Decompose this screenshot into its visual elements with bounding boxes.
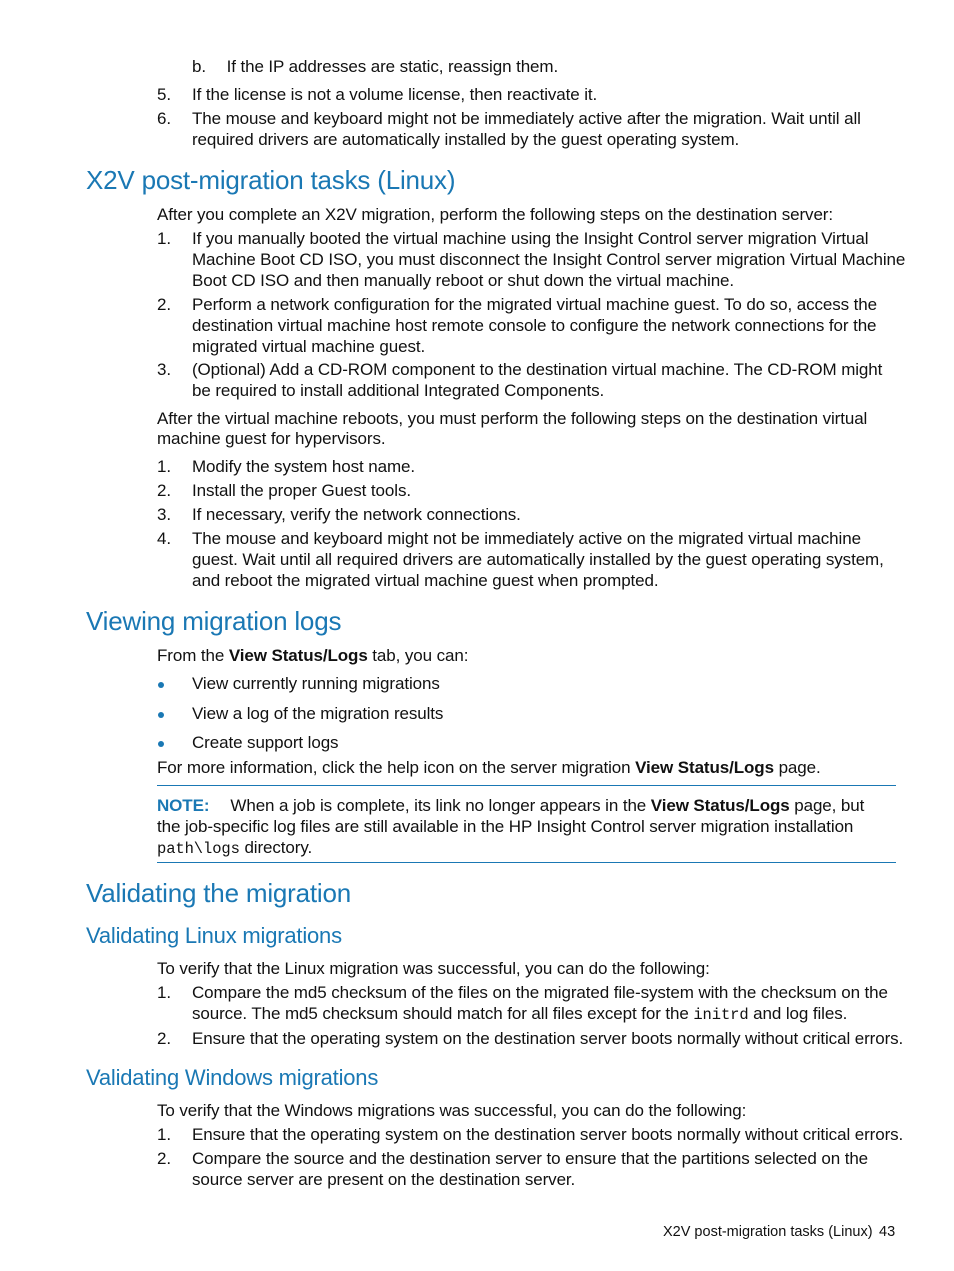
list-text: destination virtual machine host remote console to configure the network connections for the — [192, 316, 877, 335]
note-line: the job-specific log files are still available in the HP Insight Control server migration installation — [157, 817, 854, 836]
list-marker: 2. — [157, 295, 171, 314]
code-path: path\logs — [157, 840, 240, 858]
note-top-rule — [157, 785, 896, 786]
text-run: page. — [773, 758, 821, 777]
list-marker: 2. — [157, 1149, 171, 1168]
text-run: From the — [157, 646, 229, 665]
paragraph: After you complete an X2V migration, perform the following steps on the destination server: — [157, 205, 833, 224]
list-marker: 2. — [157, 481, 171, 500]
list-text: be required to install additional Integrated Components. — [192, 381, 605, 400]
list-item — [192, 56, 558, 77]
text-run: For more information, click the help icon on the server migration — [157, 758, 636, 777]
list-text: required drivers are automatically installed by the guest operating system. — [192, 130, 740, 149]
subsection-heading: Validating Linux migrations — [86, 923, 342, 948]
list-marker: 5. — [157, 85, 171, 104]
paragraph: After the virtual machine reboots, you must perform the following steps on the destination virtual — [157, 409, 868, 428]
list-text: If necessary, verify the network connections. — [192, 505, 521, 524]
list-marker: 3. — [157, 360, 171, 379]
list-text: Compare the source and the destination server to ensure that the partitions selected on the — [192, 1149, 869, 1168]
list-text: Machine Boot CD ISO, you must disconnect the Insight Control server migration Virtual Machine — [192, 250, 906, 269]
list-text: and reboot the migrated virtual machine guest when prompted. — [192, 571, 659, 590]
text-run: tab, you can: — [367, 646, 469, 665]
code-term: initrd — [693, 1006, 749, 1024]
list-text: Ensure that the operating system on the destination server boots normally without critical errors. — [192, 1029, 904, 1048]
list-text: Install the proper Guest tools. — [192, 481, 411, 500]
list-marker: 1. — [157, 457, 171, 476]
list-text: If the license is not a volume license, then reactivate it. — [192, 85, 598, 104]
text-run: page, but — [789, 796, 865, 815]
text-run: and log files. — [748, 1004, 848, 1023]
paragraph: To verify that the Windows migrations was successful, you can do the following: — [157, 1101, 747, 1120]
text-run: When a job is complete, its link no longer appears in the — [230, 796, 651, 815]
section-heading: Viewing migration logs — [86, 606, 342, 636]
list-marker: 1. — [157, 1125, 171, 1144]
note-line — [157, 795, 864, 816]
paragraph: To verify that the Linux migration was successful, you can do the following: — [157, 959, 710, 978]
page-number: 43 — [879, 1224, 896, 1240]
list-text: guest. Wait until all required drivers are automatically installed by the guest operating system, — [192, 550, 884, 569]
list-text: If the IP addresses are static, reassign them. — [226, 57, 559, 76]
text-run: directory. — [239, 838, 313, 857]
list-marker: 6. — [157, 109, 171, 128]
list-marker: 3. — [157, 505, 171, 524]
note-bottom-rule — [157, 862, 896, 863]
ui-label-bold: View Status/Logs — [650, 796, 790, 815]
bullet-icon — [158, 682, 164, 688]
list-text: Perform a network configuration for the migrated virtual machine guest. To do so, access the — [192, 295, 878, 314]
list-text: Boot CD ISO and then manually reboot or shut down the virtual machine. — [192, 271, 735, 290]
list-text: migrated virtual machine guest. — [192, 337, 426, 356]
bullet-text: View a log of the migration results — [192, 704, 444, 723]
section-heading: X2V post-migration tasks (Linux) — [86, 165, 456, 195]
footer-section-title: X2V post-migration tasks (Linux) — [663, 1224, 873, 1240]
list-text: Ensure that the operating system on the destination server boots normally without critical errors. — [192, 1125, 904, 1144]
list-marker: 1. — [157, 229, 171, 248]
list-text: If you manually booted the virtual machine using the Insight Control server migration Virtual — [192, 229, 869, 248]
list-marker: b. — [192, 57, 206, 76]
subsection-heading: Validating Windows migrations — [86, 1065, 379, 1090]
list-text: source server are present on the destination server. — [192, 1170, 576, 1189]
note-label: NOTE: — [157, 796, 210, 815]
list-marker: 1. — [157, 983, 171, 1002]
list-text: (Optional) Add a CD-ROM component to the destination virtual machine. The CD-ROM might — [192, 360, 883, 379]
list-text: Compare the md5 checksum of the files on the migrated file-system with the checksum on the — [192, 983, 888, 1002]
paragraph — [157, 757, 821, 778]
bullet-icon — [158, 741, 164, 747]
list-marker: 4. — [157, 529, 171, 548]
section-heading: Validating the migration — [86, 878, 351, 908]
paragraph — [157, 645, 468, 666]
list-text — [192, 1003, 847, 1026]
list-marker: 2. — [157, 1029, 171, 1048]
note-line — [157, 837, 312, 860]
bullet-text: Create support logs — [192, 733, 339, 752]
paragraph: machine guest for hypervisors. — [157, 429, 386, 448]
bullet-icon — [158, 712, 164, 718]
bullet-text: View currently running migrations — [192, 674, 440, 693]
list-text: The mouse and keyboard might not be immediately active on the migrated virtual machine — [192, 529, 861, 548]
ui-label-bold: View Status/Logs — [635, 758, 774, 777]
text-run: source. The md5 checksum should match for all files except for the — [192, 1004, 694, 1023]
list-text: The mouse and keyboard might not be immediately active after the migration. Wait until all — [192, 109, 861, 128]
list-text: Modify the system host name. — [192, 457, 416, 476]
ui-label-bold: View Status/Logs — [228, 646, 368, 665]
